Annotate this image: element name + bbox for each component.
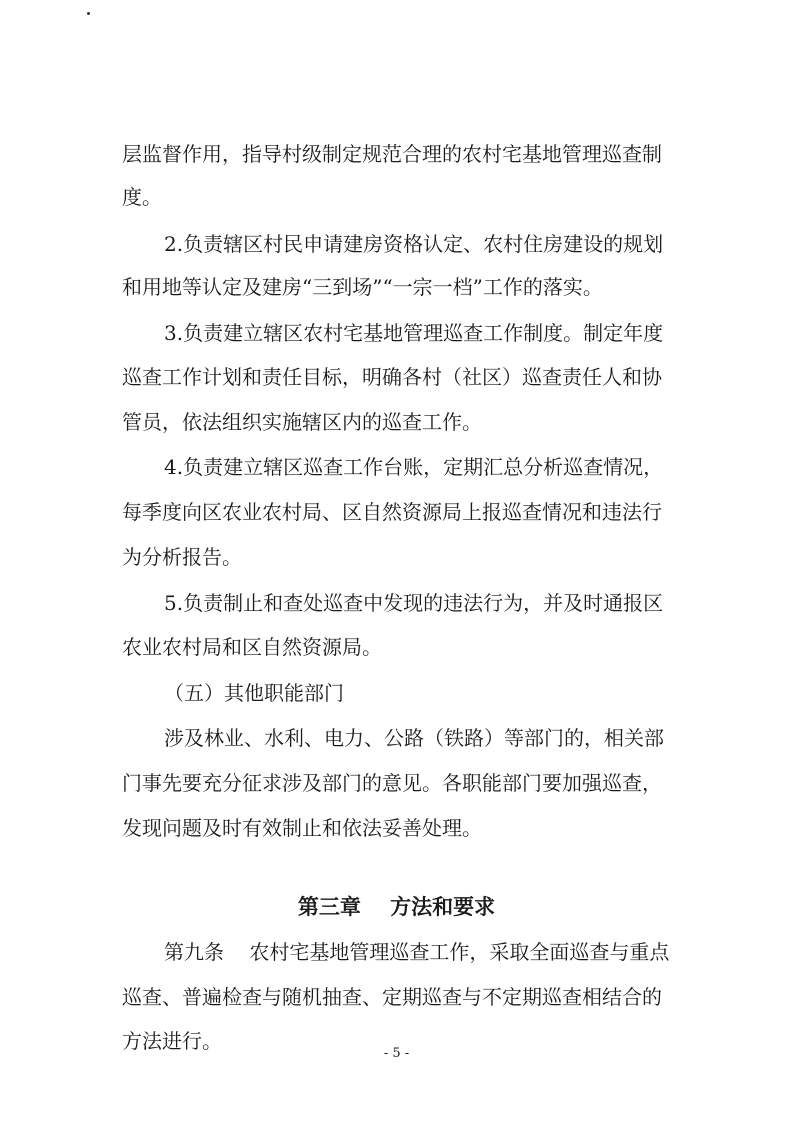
page-number: - 5 - — [383, 1046, 410, 1061]
document-page: 层监督作用，指导村级制定规范合理的农村宅基地管理巡查制 度。 2.负责辖区村民申请建房资格认定、农村住房建设的规划 和用地等认定及建房“三到场”“一宗一档”工作的落实。 3.负责建立辖区农村宅基地管理巡查工作制度。制定年度 巡查工作计划和责任目标，明确各村（社区）巡查责任人和协 管员，依法组织实施辖区内的巡查工作。 4.负责建立辖区巡查工作台账，定期汇总分析巡查情况， 每季度向区农业农村局、区自然资源局上报巡查情况和违法行 为分析报告。 5.负责制止和查处巡查中发现的违法行为，并及时通报区 农业农村局和区自然资源局。 （五）其他职能部门 涉及林业、水利、电力、公路（铁路）等部门的，相关部 门事先要充分征求涉及部门的意见。各职能部门要加强巡查， 发现问题及时有效制止和依法妥善处理。 第三章 方法和要求 第九条 农村宅基地管理巡查工作，采取全面巡查与重点 巡查、普遍检查与随机抽查、定期巡查与不定期巡查相结合的 方法进行。 - 5 - — [0, 0, 793, 1121]
scan-mark — [87, 12, 90, 15]
chapter-heading: 第三章 方法和要求 — [297, 895, 496, 919]
